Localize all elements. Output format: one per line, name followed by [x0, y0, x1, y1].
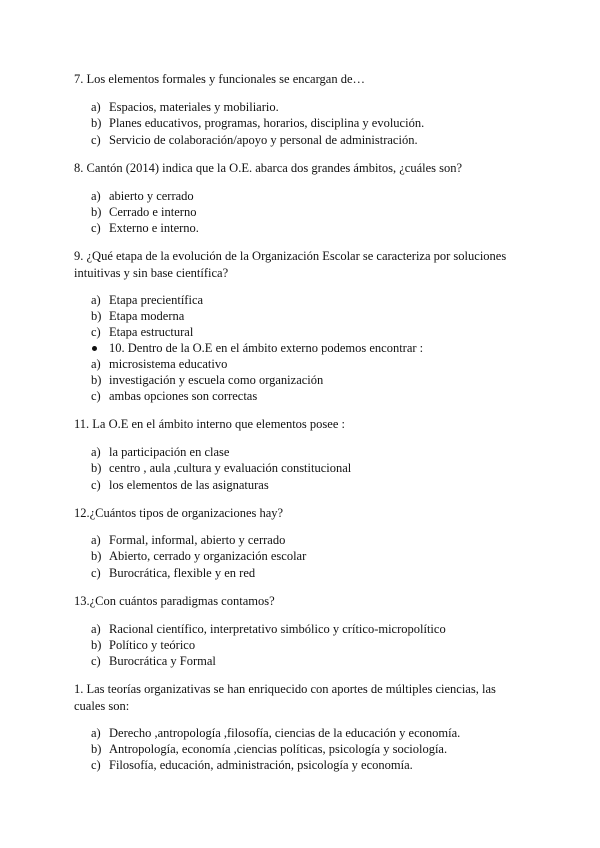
- question-12: 12.¿Cuántos tipos de organizaciones hay?: [74, 506, 284, 520]
- option-text: Antropología, economía ,ciencias políticas, psicología y sociología.: [109, 742, 448, 756]
- option-text: Espacios, materiales y mobiliario.: [109, 100, 279, 114]
- option-marker: b): [91, 205, 102, 219]
- option-marker: c): [91, 566, 101, 580]
- option-text: Externo e interno.: [109, 221, 199, 235]
- option-marker: a): [91, 533, 101, 547]
- option-marker: b): [91, 742, 102, 756]
- option-marker: a): [91, 189, 101, 203]
- option-marker: b): [91, 373, 102, 387]
- option-text: investigación y escuela como organización: [109, 373, 324, 387]
- option-text: Filosofía, educación, administración, psicología y economía.: [109, 758, 413, 772]
- option-text: Político y teórico: [109, 638, 196, 652]
- option-text: Formal, informal, abierto y cerrado: [109, 533, 286, 547]
- option-marker: c): [91, 758, 101, 772]
- option-marker: a): [91, 622, 101, 636]
- option-marker: a): [91, 726, 101, 740]
- option-marker: c): [91, 221, 101, 235]
- option-text: microsistema educativo: [109, 357, 228, 371]
- question-8: 8. Cantón (2014) indica que la O.E. abarca dos grandes ámbitos, ¿cuáles son?: [74, 161, 463, 175]
- option-marker: a): [91, 100, 101, 114]
- option-marker: b): [91, 116, 102, 130]
- option-text: Etapa precientífica: [109, 293, 204, 307]
- option-text: ambas opciones son correctas: [109, 389, 258, 403]
- option-text: Racional científico, interpretativo simbólico y crítico-micropolítico: [109, 622, 446, 636]
- option-text: centro , aula ,cultura y evaluación constitucional: [109, 461, 352, 475]
- question-7: 7. Los elementos formales y funcionales se encargan de…: [74, 72, 365, 86]
- option-text: Etapa estructural: [109, 325, 194, 339]
- option-marker: c): [91, 133, 101, 147]
- option-marker: b): [91, 638, 102, 652]
- option-marker: a): [91, 445, 101, 459]
- option-marker: a): [91, 357, 101, 371]
- option-marker: c): [91, 325, 101, 339]
- option-marker: b): [91, 309, 102, 323]
- option-marker: c): [91, 654, 101, 668]
- question-11: 11. La O.E en el ámbito interno que elementos posee :: [74, 417, 345, 431]
- option-text: 10. Dentro de la O.E en el ámbito externo podemos encontrar :: [109, 341, 424, 355]
- question-13: 13.¿Con cuántos paradigmas contamos?: [74, 594, 275, 608]
- option-text: Burocrática, flexible y en red: [109, 566, 256, 580]
- option-text: Abierto, cerrado y organización escolar: [109, 549, 307, 563]
- option-text: Planes educativos, programas, horarios, disciplina y evolución.: [109, 116, 425, 130]
- option-marker: b): [91, 549, 102, 563]
- option-text: los elementos de las asignaturas: [109, 478, 269, 492]
- option-text: abierto y cerrado: [109, 189, 194, 203]
- option-text: la participación en clase: [109, 445, 230, 459]
- option-text: Derecho ,antropología ,filosofía, ciencias de la educación y economía.: [109, 726, 461, 740]
- option-text: Burocrática y Formal: [109, 654, 216, 668]
- option-text: Servicio de colaboración/apoyo y personal de administración.: [109, 133, 418, 147]
- bullet-icon: [92, 346, 97, 351]
- option-marker: c): [91, 389, 101, 403]
- question-1: 1. Las teorías organizativas se han enriquecido con aportes de múltiples ciencias, las cuales son:: [74, 682, 496, 713]
- option-marker: c): [91, 478, 101, 492]
- option-marker: a): [91, 293, 101, 307]
- option-text: Etapa moderna: [109, 309, 185, 323]
- question-9: 9. ¿Qué etapa de la evolución de la Organización Escolar se caracteriza por soluciones intuitivas y sin base científica?: [74, 249, 507, 280]
- option-text: Cerrado e interno: [109, 205, 197, 219]
- option-marker: b): [91, 461, 102, 475]
